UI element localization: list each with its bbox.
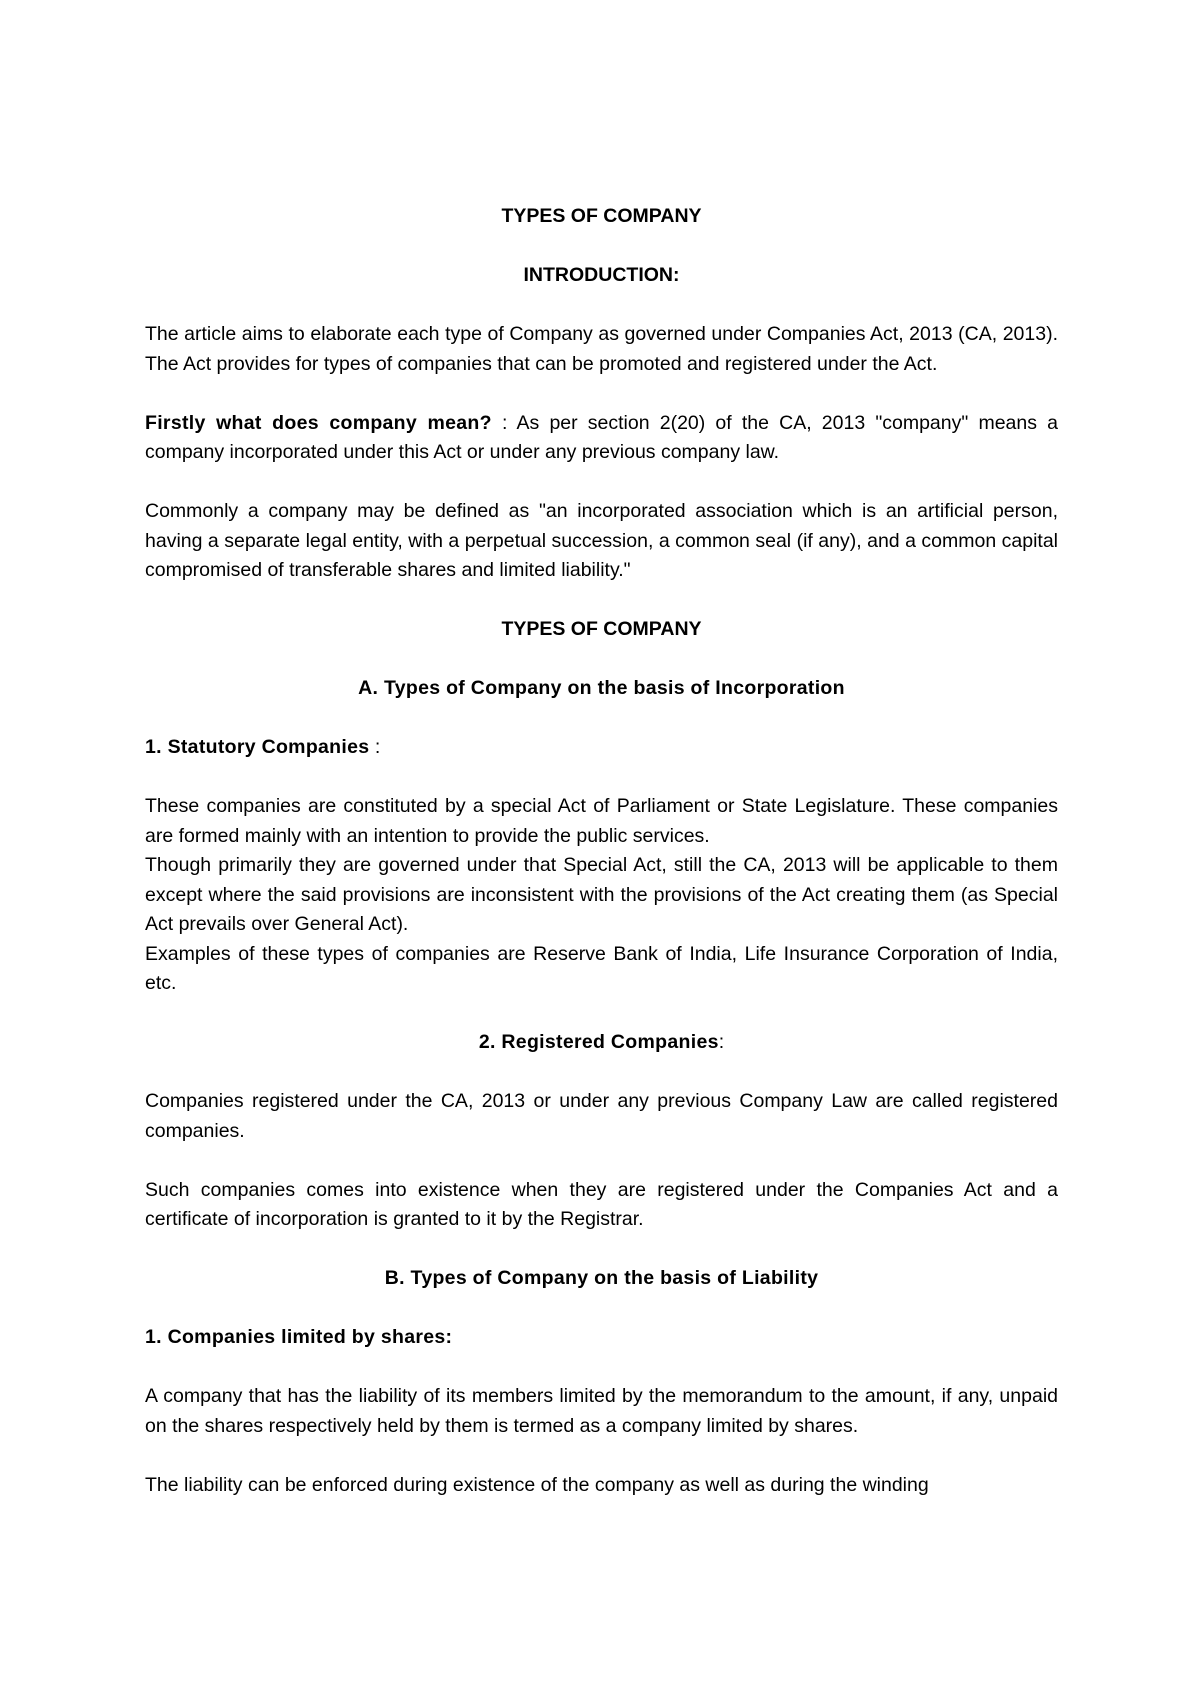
registered-companies-heading-line xyxy=(145,1028,1058,1058)
introduction-paragraph: The article aims to elaborate each type of Company as governed under Companies Act, 2013 (CA, 2013). The Act provides for types of companies that can be promoted and registered under the Act. xyxy=(145,323,1058,375)
company-definition-paragraph xyxy=(145,409,1058,468)
definition-question: Firstly what does company mean? xyxy=(145,411,492,434)
statutory-paragraph-1: These companies are constituted by a special Act of Parliament or State Legislature. These companies are formed mainly with an intention to provide the public services. xyxy=(145,795,1058,847)
section-a-heading: A. Types of Company on the basis of Incorporation xyxy=(358,677,845,699)
statutory-companies-suffix: : xyxy=(369,736,381,758)
limited-by-shares-paragraph-1: A company that has the liability of its members limited by the memorandum to the amount, if any, unpaid on the shares respectively held by them is termed as a company limited by shares. xyxy=(145,1385,1058,1437)
common-definition-paragraph: Commonly a company may be defined as "an incorporated association which is an artificial person, having a separate legal entity, with a perpetual succession, a common seal (if any), and a common capital compromised of transferable shares and limited liability." xyxy=(145,500,1058,581)
statutory-companies-heading-line xyxy=(145,733,1058,763)
limited-by-shares-heading: 1. Companies limited by shares: xyxy=(145,1326,453,1348)
registered-companies-heading: 2. Registered Companies xyxy=(478,1031,719,1053)
introduction-heading: INTRODUCTION: xyxy=(523,264,680,286)
statutory-companies-heading: 1. Statutory Companies xyxy=(145,736,370,758)
registered-paragraph-2: Such companies comes into existence when they are registered under the Companies Act and a certificate of incorporation is granted to it by the Registrar. xyxy=(145,1178,1058,1230)
registered-paragraph-1: Companies registered under the CA, 2013 or under any previous Company Law are called registered companies. xyxy=(145,1090,1058,1142)
types-heading: TYPES OF COMPANY xyxy=(501,618,702,640)
statutory-paragraph-3: Examples of these types of companies are Reserve Bank of India, Life Insurance Corporation of India, etc. xyxy=(145,942,1058,994)
registered-companies-suffix: : xyxy=(718,1031,725,1053)
section-b-heading: B. Types of Company on the basis of Liability xyxy=(384,1267,819,1289)
document-title: TYPES OF COMPANY xyxy=(501,205,702,227)
statutory-paragraph-2: Though primarily they are governed under that Special Act, still the CA, 2013 will be applicable to them except where the said provisions are inconsistent with the provisions of the Act creating them (as Special Act prevails over General Act). xyxy=(145,854,1058,935)
limited-by-shares-paragraph-2: The liability can be enforced during existence of the company as well as during the winding xyxy=(145,1473,929,1496)
document-page xyxy=(145,202,1058,1500)
definition-answer: : As per section 2(20) of the CA, 2013 "company" means a company incorporated under this Act or under any previous company law. xyxy=(145,411,1058,463)
